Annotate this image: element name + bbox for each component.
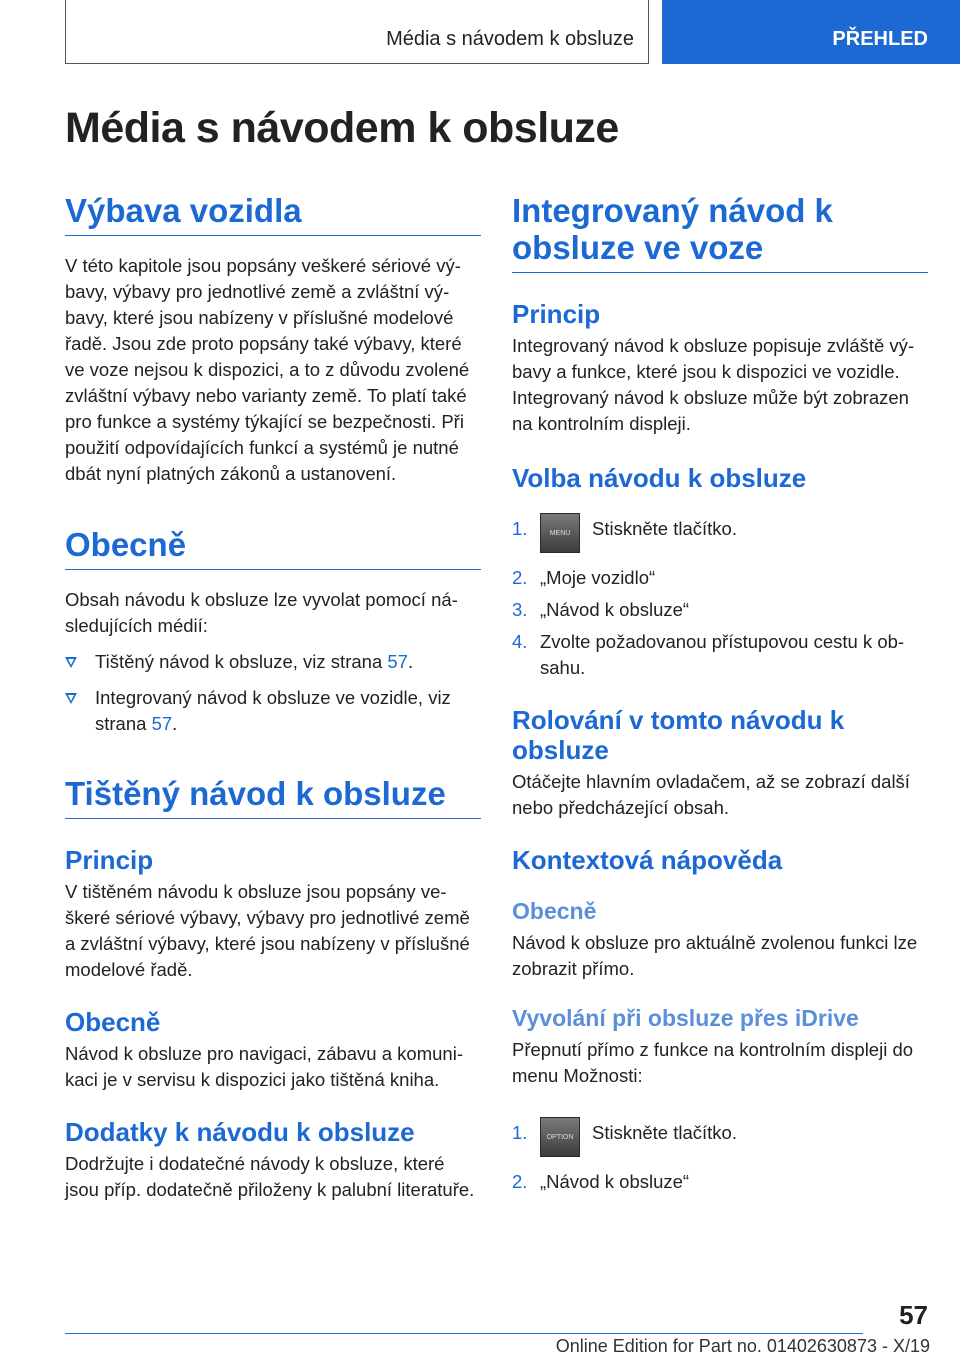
list-item: 2. „Moje vozidlo“ bbox=[512, 567, 656, 588]
header-section-tab[interactable] bbox=[662, 0, 960, 64]
footer-divider bbox=[65, 1333, 863, 1334]
page-link[interactable]: 57 bbox=[151, 713, 173, 734]
header-chapter-title: Média s návodem k obsluze bbox=[386, 28, 634, 50]
option-button-icon: OPTION bbox=[540, 1117, 580, 1157]
page-number: 57 bbox=[899, 1300, 928, 1330]
text-dodatky: Dodržujte i dodatečné návody k obsluze, které jsou příp. dodatečně přiloženy k palubní literatuře. bbox=[65, 1153, 475, 1200]
heading-princip-integrovany: Princip bbox=[512, 299, 601, 329]
text-kontext-obecne: Návod k obsluze pro aktuálně zvolenou funkci lze zobrazit přímo. bbox=[512, 932, 918, 979]
text-vybava: V této kapitole jsou popsány veškeré sériové výbavy, výbavy pro jednotlivé země a zvláštní výbavy, které jsou nabízeny v příslušné modelové řadě. Jsou zde proto popsány také výbavy, které ve voze nejsou k dispozici, a to z důvodu zvolené zvláštní výbavy nebo varianty země. To platí také pro funkce a systémy týkající se bezpečnosti. Při použití odpovídajících funkcí a systémů je nutné dbát nyní platných zákonů a ustanovení. bbox=[65, 255, 470, 484]
heading-tisteny: Tištěný návod k obsluze bbox=[65, 775, 481, 819]
page-link[interactable]: 57 bbox=[387, 651, 408, 672]
heading-dodatky: Dodatky k návodu k obsluze bbox=[65, 1117, 415, 1147]
list-item: Integrovaný návod k obsluze ve vozidle, viz strana 57. bbox=[65, 685, 481, 737]
text-princip-integrovany: Integrovaný návod k obsluze popisuje zvláště výbavy a funkce, které jsou k dispozici ve vozidle. Integrovaný návod k obsluze může být zobrazen na kontrolním displeji. bbox=[512, 335, 915, 434]
bullet-triangle-icon bbox=[65, 693, 77, 704]
header-section-label: PŘEHLED bbox=[832, 28, 928, 50]
list-item: 1. MENU Stiskněte tlačítko. bbox=[512, 507, 928, 559]
heading-volba: Volba návodu k obsluze bbox=[512, 463, 807, 493]
list-item: 4. Zvolte požadovanou přístupovou cestu k obsahu. bbox=[512, 631, 905, 678]
heading-vyvolani: Vyvolání při obsluze přes iDrive bbox=[512, 1005, 859, 1031]
heading-vybava: Výbava vozidla bbox=[65, 192, 481, 236]
footer-edition: Online Edition for Part no. 01402630873 - X/19 bbox=[555, 1336, 930, 1356]
text-obecne-tisteny: Návod k obsluze pro navigaci, zábavu a komunikaci je v servisu k dispozici jako tištěná kniha. bbox=[65, 1043, 463, 1090]
bullet-triangle-icon bbox=[65, 657, 77, 668]
heading-integrovany: Integrovaný návod k obsluze ve voze bbox=[512, 192, 928, 273]
menu-button-icon: MENU bbox=[540, 513, 580, 553]
text-obecne: Obsah návodu k obsluze lze vyvolat pomocí následujících médií: bbox=[65, 589, 458, 636]
list-item: 3. „Návod k obsluze“ bbox=[512, 599, 690, 620]
left-column bbox=[65, 192, 481, 1203]
heading-princip: Princip bbox=[65, 845, 154, 875]
header-chapter-box bbox=[65, 0, 649, 64]
heading-obecne-tisteny: Obecně bbox=[65, 1007, 161, 1037]
list-item: Tištěný návod k obsluze, viz strana 57. bbox=[65, 649, 481, 675]
heading-rolovani: Rolování v tomto návodu k obsluze bbox=[512, 705, 845, 765]
heading-kontext: Kontextová nápověda bbox=[512, 845, 783, 875]
heading-kontext-obecne: Obecně bbox=[512, 898, 597, 924]
page-title: Média s návodem k obsluze bbox=[65, 104, 619, 152]
text-rolovani: Otáčejte hlavním ovladačem, až se zobrazí další nebo předcházející obsah. bbox=[512, 771, 910, 818]
list-item: 2. „Návod k obsluze“ bbox=[512, 1171, 690, 1192]
right-column bbox=[512, 192, 928, 1195]
text-princip: V tištěném návodu k obsluze jsou popsány veškeré sériové výbavy, výbavy pro jednotlivé země a zvláštní výbavy, které jsou nabízeny v příslušné modelové řadě. bbox=[65, 881, 470, 980]
text-vyvolani: Přepnutí přímo z funkce na kontrolním displeji do menu Možnosti: bbox=[512, 1039, 914, 1086]
heading-obecne: Obecně bbox=[65, 526, 481, 570]
list-item: 1. OPTION Stiskněte tlačítko. bbox=[512, 1111, 928, 1163]
